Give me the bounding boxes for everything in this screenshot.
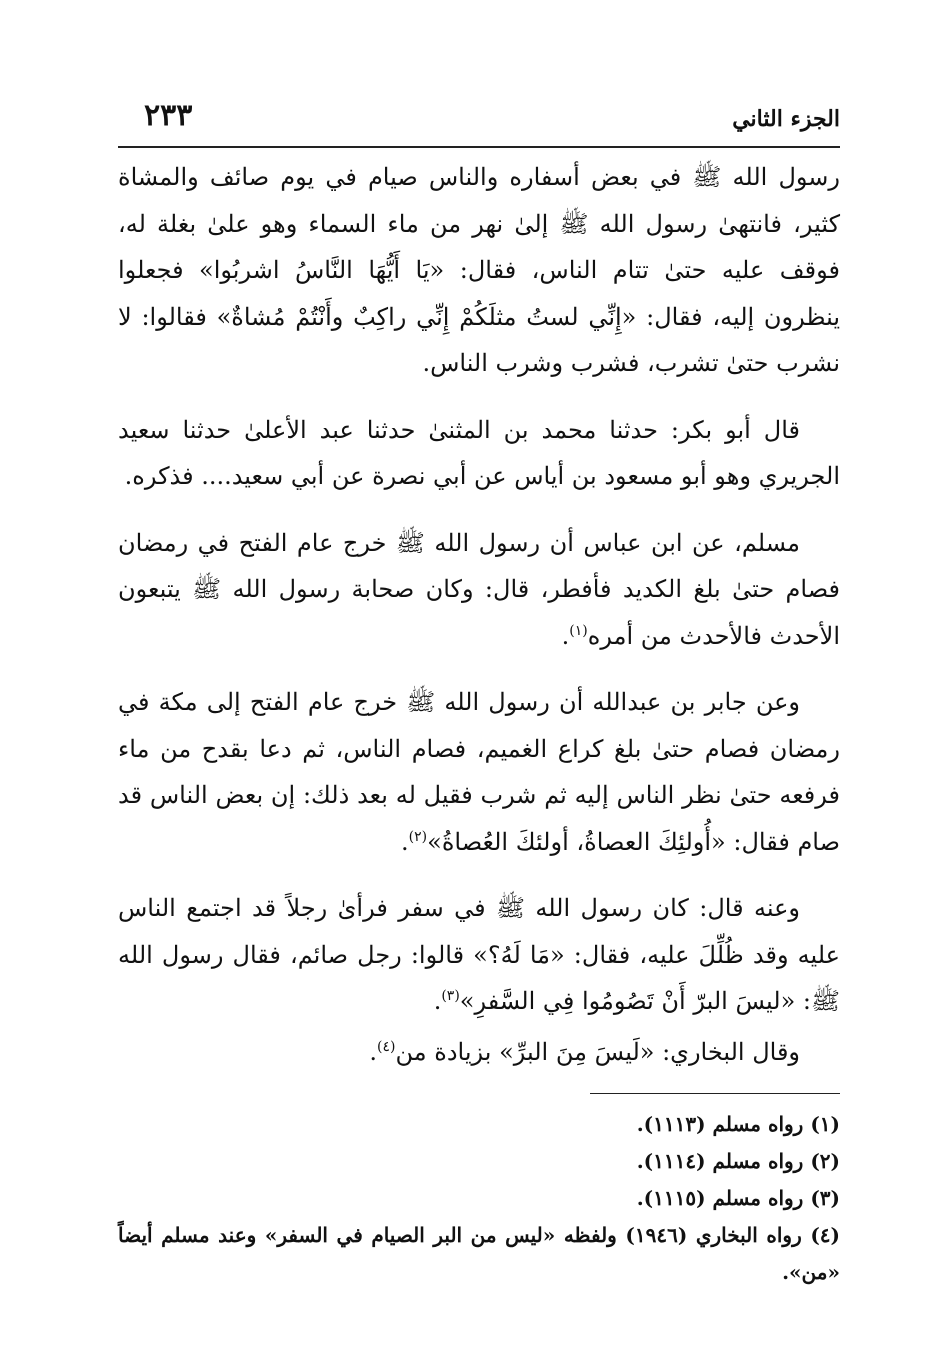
paragraph-5: وعنه قال: كان رسول الله ﷺ في سفر فرأىٰ رجلاً قد اجتمع الناس عليه وقد ظُلِّلَ عليه، فقال: «مَا لَهُ؟» قالوا: رجل صائم، فقال رسول الله ﷺ: «ليسَ البرّ أَنْ تَصُومُوا فِي السَّفرِ»$^{(٣)}$. (118, 894, 840, 1015)
paragraph-4: وعن جابر بن عبدالله أن رسول الله ﷺ خرج عام الفتح إلى مكة في رمضان فصام حتىٰ بلغ كراع الغميم، فصام الناس، ثم دعا بقدح من ماء فرفعه حتىٰ نظر الناس إليه ثم شرب فقيل له بعد ذلك: إن بعض الناس قد صام فقال: «أُولئِكَ العصاةُ، أولئكَ العُصاةُ»$^{(٢)}$. (118, 688, 840, 856)
paragraph-2: قال أبو بكر: حدثنا محمد بن المثنىٰ حدثنا عبد الأعلىٰ حدثنا سعيد الجريري وهو أبو مسعود بن أياس عن أبي نصرة عن أبي سعيد.... فذكره. (118, 415, 840, 490)
paragraph-1: رسول الله ﷺ في بعض أسفاره والناس صيام في يوم صائف والمشاة كثير، فانتهىٰ رسول الله ﷺ إلىٰ نهر من ماء السماء وهو علىٰ بغلة له، فوقف عليه حتىٰ تتام الناس، فقال: «يَا أَيُّهَا النَّاسُ اشربُوا» فجعلوا ينظرون إليه، فقال: «إِنِّي لستُ مثلَكُمْ إِنِّي راكِبٌ وأَنْتُمْ مُشاةٌ» فقالوا: لا نشرب حتىٰ تشرب، فشرب وشرب الناس. (118, 163, 841, 377)
footnote-2: (٢) رواه مسلم (١١١٤). (636, 1149, 840, 1173)
paragraph-3: مسلم، عن ابن عباس أن رسول الله ﷺ خرج عام الفتح في رمضان فصام حتىٰ بلغ الكديد فأفطر، قال: وكان صحابة رسول الله ﷺ يتبعون الأحدث فالأحدث من أمره$^{(١)}$. (118, 528, 840, 650)
footnote-ref-4: (٤) (377, 1038, 396, 1055)
header-rule (118, 146, 840, 148)
footnote-3: (٣) رواه مسلم (١١١٥). (636, 1186, 840, 1210)
footnote-ref-1: (١) (569, 622, 588, 639)
footnotes (118, 1093, 840, 1291)
footnote-ref-2: (٢) (408, 828, 428, 845)
paragraph-6: وقال البخاري: «لَيسَ مِنَ البرِّ» بزيادة من$^{(٤)}$. (369, 1037, 800, 1066)
footnote-ref-3: (٣) (441, 988, 460, 1004)
page-number: ٢٣٣ (144, 98, 193, 133)
footnote-4: (٤) رواه البخاري (١٩٤٦) ولفظه «ليس من البر الصيام في السفر» وعند مسلم أيضاً «من». (118, 1223, 840, 1284)
footnote-rule (590, 1093, 840, 1094)
main-text (118, 154, 840, 1075)
footnote-1: (١) رواه مسلم (١١١٣). (636, 1112, 840, 1136)
page-content (118, 96, 840, 1291)
page-header (118, 96, 840, 146)
running-head: الجزء الثاني (732, 106, 840, 132)
